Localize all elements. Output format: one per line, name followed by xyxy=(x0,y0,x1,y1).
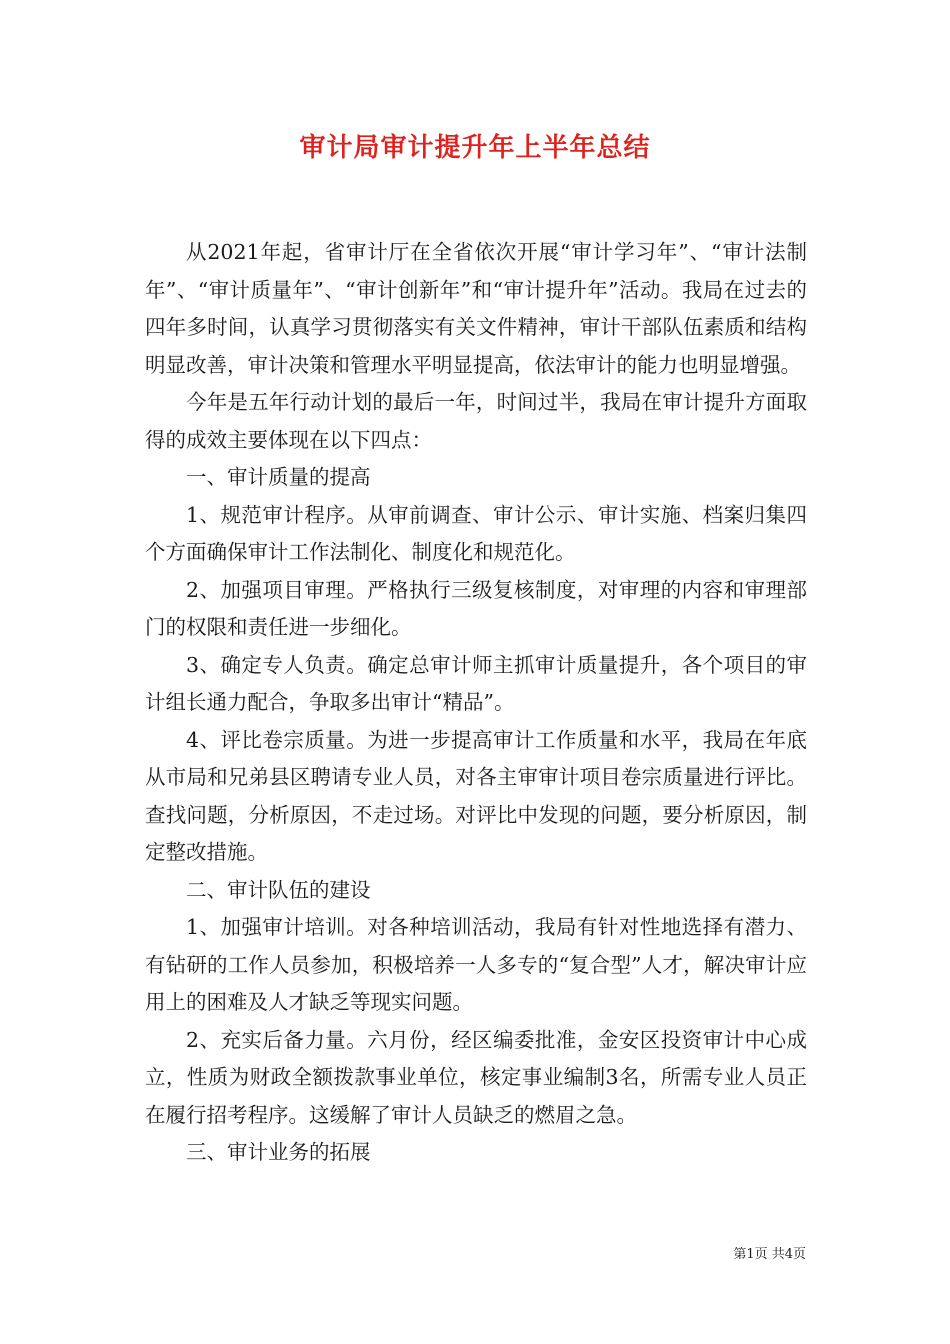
paragraph-item: 2、加强项目审理。严格执行三级复核制度，对审理的内容和审理部门的权限和责任进一步细化。 xyxy=(145,577,807,639)
section-heading-business: 三、审计业务的拓展 xyxy=(186,1140,371,1164)
paragraph-item: 1、规范审计程序。从审前调查、审计公示、审计实施、档案归集四个方面确保审计工作法制化、制度化和规范化。 xyxy=(145,502,807,564)
paragraph-intro: 从2021年起，省审计厅在全省依次开展“审计学习年”、“审计法制年”、“审计质量年”、“审计创新年”和“审计提升年”活动。我局在过去的四年多时间，认真学习贯彻落实有关文件精神，审计干部队伍素质和结构明显改善，审计决策和管理水平明显提高，依法审计的能力也明显增强。 xyxy=(145,240,807,377)
section-heading-quality: 一、审计质量的提高 xyxy=(186,465,371,489)
page-number xyxy=(733,1246,806,1264)
section-heading-team: 二、审计队伍的建设 xyxy=(186,877,371,902)
document-title: 审计局审计提升年上半年总结 xyxy=(299,133,651,163)
paragraph-item: 2、充实后备力量。六月份，经区编委批准，金安区投资审计中心成立，性质为财政全额拨款事业单位，核定事业编制3名，所需专业人员正在履行招考程序。这缓解了审计人员缺乏的燃眉之急。 xyxy=(145,1027,807,1127)
paragraph-item: 1、加强审计培训。对各种培训活动，我局有针对性地选择有潜力、有钻研的工作人员参加，积极培养一人多专的“复合型”人才，解决审计应用上的困难及人才缺乏等现实问题。 xyxy=(145,915,807,1014)
page-number-label: 第1页 共4页 xyxy=(733,1247,806,1262)
paragraph-summary: 今年是五年行动计划的最后一年，时间过半，我局在审计提升方面取得的成效主要体现在以下四点： xyxy=(145,390,807,452)
document-body xyxy=(145,234,807,1172)
paragraph-item: 4、评比卷宗质量。为进一步提高审计工作质量和水平，我局在年底从市局和兄弟县区聘请专业人员，对各主审审计项目卷宗质量进行评比。查找问题，分析原因，不走过场。对评比中发现的问题，要分析原因，制定整改措施。 xyxy=(145,727,807,864)
paragraph-item: 3、确定专人负责。确定总审计师主抓审计质量提升，各个项目的审计组长通力配合，争取多出审计“精品”。 xyxy=(145,652,807,714)
